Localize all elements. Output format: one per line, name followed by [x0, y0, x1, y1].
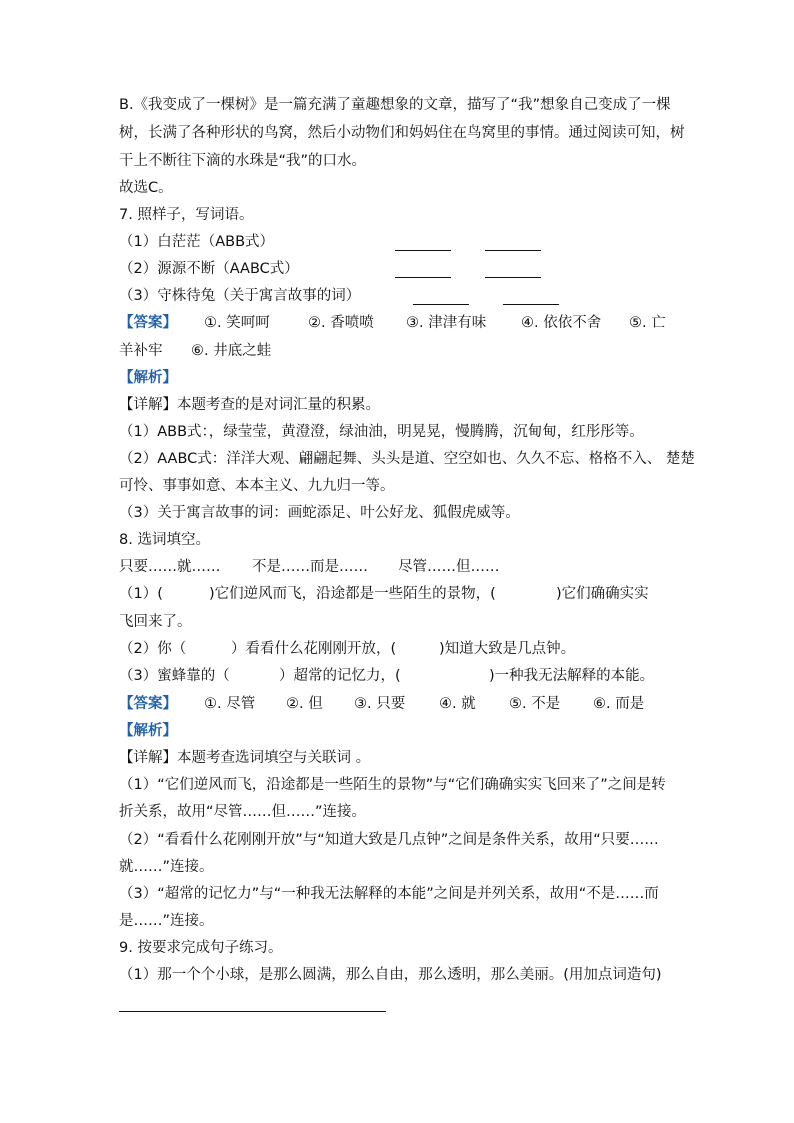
q8-option-1: 只要……就……	[119, 559, 221, 575]
q8-answer-1: ①. 尽管	[204, 696, 256, 712]
q7-item-2	[119, 260, 575, 278]
q7-analysis-tag: 【解析】	[119, 370, 177, 386]
q8-detail: 【详解】本题考查选词填空与关联词 。	[119, 750, 371, 766]
q7-answer-2: ②. 香喷喷	[308, 315, 374, 331]
q7-detail-2: （2）AABC式：洋洋大观、翩翩起舞、头头是道、空空如也、久久不忘、格格不入、 楚楚	[119, 451, 695, 467]
q9-title: 9. 按要求完成句子练习。	[119, 940, 283, 956]
q8-answer-6: ⑥. 而是	[593, 696, 645, 712]
q7-answer-4: ④. 依依不舍	[521, 315, 602, 331]
q7-title: 7. 照样子，写词语。	[119, 207, 254, 223]
intro-line-3: 干上不断往下滴的水珠是“我”的口水。	[119, 153, 367, 169]
q8-s1-part-c: )它们确确实实	[556, 586, 649, 602]
q7-detail-3: （3）关于寓言故事的词：画蛇添足、叶公好龙、狐假虎威等。	[119, 505, 520, 521]
answer-tag: 【答案】	[119, 315, 177, 331]
q8-options	[119, 558, 500, 576]
q8-s3-part-a: （3）蜜蜂靠的（	[119, 668, 230, 684]
q8-answer-4: ④. 就	[439, 696, 476, 712]
q8-answer-line	[119, 695, 644, 713]
q8-sentence-1	[119, 585, 649, 603]
intro-line-2: 树，长满了各种形状的鸟窝，然后小动物们和妈妈住在鸟窝里的事情。通过阅读可知，树	[119, 125, 685, 141]
answer-blank	[413, 290, 469, 305]
answer-blank	[485, 263, 541, 278]
q7-answer-5-cont: 羊补牢	[119, 343, 163, 359]
q7-item-2-text: （2）源源不断（AABC式）	[119, 261, 299, 277]
q7-answer-5: ⑤. 亡	[629, 315, 666, 331]
q8-explain-2a: （2）“看看什么花刚刚开放”与“知道大致是几点钟”之间是条件关系，故用“只要……	[119, 832, 659, 848]
q7-answer-line-1	[119, 314, 666, 332]
q7-answer-line-2	[119, 342, 271, 360]
q8-option-2: 不是……而是……	[252, 559, 368, 575]
intro-line-1: B.《我变成了一棵树》是一篇充满了童趣想象的文章，描写了“我”想象自己变成了一棵	[119, 97, 671, 113]
answer-tag: 【答案】	[119, 696, 177, 712]
q8-option-3: 尽管……但……	[398, 559, 500, 575]
q8-explain-1b: 折关系，故用“尽管……但……”连接。	[119, 804, 367, 820]
q8-explain-1a: （1）“它们逆风而飞，沿途都是一些陌生的景物”与“它们确确实实飞回来了”之间是转	[119, 777, 666, 793]
q7-answer-6: ⑥. 井底之蛙	[191, 343, 272, 359]
answer-blank	[395, 236, 451, 251]
answer-blank	[395, 263, 451, 278]
q8-explain-2b: 就……”连接。	[119, 859, 214, 875]
q8-s2-part-a: （2）你（	[119, 641, 187, 657]
q8-s3-part-c: )一种我无法解释的本能。	[489, 668, 655, 684]
q8-answer-2: ②. 但	[286, 696, 323, 712]
q8-explain-3b: 是……”连接。	[119, 913, 214, 929]
q7-item-3	[119, 287, 593, 305]
q7-detail: 【详解】本题考查的是对词汇量的积累。	[119, 397, 380, 413]
q8-sentence-3	[119, 667, 654, 685]
q8-sentence-1-cont: 飞回来了。	[119, 614, 192, 630]
q8-s2-part-b: ）看看什么花刚刚开放，(	[231, 641, 397, 657]
q8-answer-5: ⑤. 不是	[509, 696, 561, 712]
answer-line	[119, 1011, 386, 1012]
q7-detail-1: （1）ABB式：，绿莹莹，黄澄澄，绿油油，明晃晃，慢腾腾，沉甸甸，红彤彤等。	[119, 424, 644, 440]
q8-s1-part-b: )它们逆风而飞，沿途都是一些陌生的景物，(	[209, 586, 496, 602]
q8-title: 8. 选词填空。	[119, 532, 210, 548]
q8-sentence-2	[119, 640, 575, 658]
q7-answer-3: ③. 津津有味	[406, 315, 487, 331]
q7-detail-2b: 可怜、事事如意、本本主义、九九归一等。	[119, 478, 395, 494]
q7-item-3-text: （3）守株待兔（关于寓言故事的词）	[119, 288, 361, 304]
q8-s2-part-c: )知道大致是几点钟。	[439, 641, 576, 657]
q7-item-1-text: （1）白茫茫（ABB式）	[119, 234, 275, 250]
q7-answer-1: ①. 笑呵呵	[204, 315, 270, 331]
q8-s1-part-a: （1）(	[119, 586, 163, 602]
q7-item-1	[119, 233, 575, 251]
q9-sentence-1: （1）那一个个小球，是那么圆满，那么自由，那么透明，那么美丽。(用加点词造句)	[119, 967, 662, 983]
answer-blank	[485, 236, 541, 251]
q8-s3-part-b: ）超常的记忆力，(	[279, 668, 401, 684]
q8-answer-3: ③. 只要	[354, 696, 406, 712]
q8-analysis-tag: 【解析】	[119, 723, 177, 739]
intro-line-4: 故选C。	[119, 180, 173, 196]
q8-explain-3a: （3）“超常的记忆力”与“一种我无法解释的本能”之间是并列关系，故用“不是……而	[119, 886, 659, 902]
answer-blank	[503, 290, 559, 305]
